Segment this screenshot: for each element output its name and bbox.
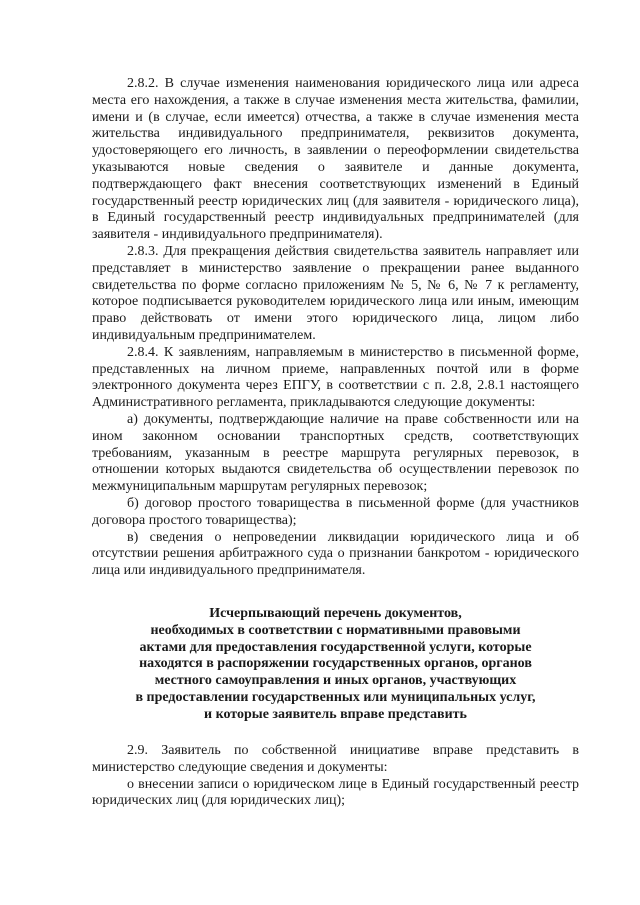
heading-line: актами для предоставления государственной услуги, которые bbox=[139, 639, 532, 655]
list-item-b: б) договор простого товарищества в письменной форме (для участников договора простого товарищества); bbox=[92, 495, 579, 528]
heading-line: Исчерпывающий перечень документов, bbox=[209, 606, 462, 621]
heading-line: необходимых в соответствии с нормативными правовыми bbox=[150, 622, 521, 638]
heading-line: находятся в распоряжении государственных органов, органов bbox=[139, 656, 532, 672]
list-item-egrul: о внесении записи о юридическом лице в Единый государственный реестр юридических лиц (для юридических лиц); bbox=[92, 776, 579, 809]
list-item-a: а) документы, подтверждающие наличие на праве собственности или на ином законном основании транспортных средств, соответствующих требованиям, указанным в реестре маршрута регулярных перевозок, в отношении которых выдаются свидетельства об осуществлении перевозок по межмуниципальным маршрутам регулярных перевозок; bbox=[92, 411, 579, 495]
list-item-c: в) сведения о непроведении ликвидации юридического лица и об отсутствии решения арбитражного суда о признании банкротом - юридического лица или индивидуального предпринимателя. bbox=[92, 529, 579, 579]
paragraph-2-8-2: 2.8.2. В случае изменения наименования юридического лица или адреса места его нахождения, а также в случае изменения места жительства, фамилии, имени и (в случае, если имеется) отчества, а также в случае изменения места жительства индивидуального предпринимателя, реквизитов документа, удостоверяющего его личность, в заявлении о переоформлении свидетельства указываются новые сведения о заявителе и данные документа, подтверждающего факт внесения соответствующих изменений в Единый государственный реестр юридических лиц (для заявителя - юридического лица), в Единый государственный реестр индивидуальных предпринимателей (для заявителя - индивидуального предпринимателя). bbox=[92, 76, 579, 243]
section-heading bbox=[92, 606, 579, 724]
heading-line: и которые заявитель вправе представить bbox=[204, 706, 467, 722]
heading-line: местного самоуправления и иных органов, участвующих bbox=[154, 673, 517, 689]
heading-line: в предоставлении государственных или муниципальных услуг, bbox=[135, 689, 536, 705]
paragraph-2-8-4: 2.8.4. К заявлениям, направляемым в министерство в письменной форме, представленных на личном приеме, направленных почтой или в форме электронного документа через ЕПГУ, в соответствии с п. 2.8, 2.8.1 настоящего Административного регламента, прикладываются следующие документы: bbox=[92, 344, 579, 411]
body-text-top bbox=[92, 76, 579, 580]
paragraph-2-9: 2.9. Заявитель по собственной инициативе вправе представить в министерство следующие сведения и документы: bbox=[92, 743, 579, 775]
body-text-bottom bbox=[92, 743, 579, 810]
paragraph-2-8-3: 2.8.3. Для прекращения действия свидетельства заявитель направляет или представляет в министерство заявление о прекращении ранее выданного свидетельства по форме согласно приложениям № 5, № 6, № 7 к регламенту, которое подписывается руководителем юридического лица или иным, имеющим право действовать от имени этого юридического лица, лицом либо индивидуальным предпринимателем. bbox=[92, 243, 579, 343]
